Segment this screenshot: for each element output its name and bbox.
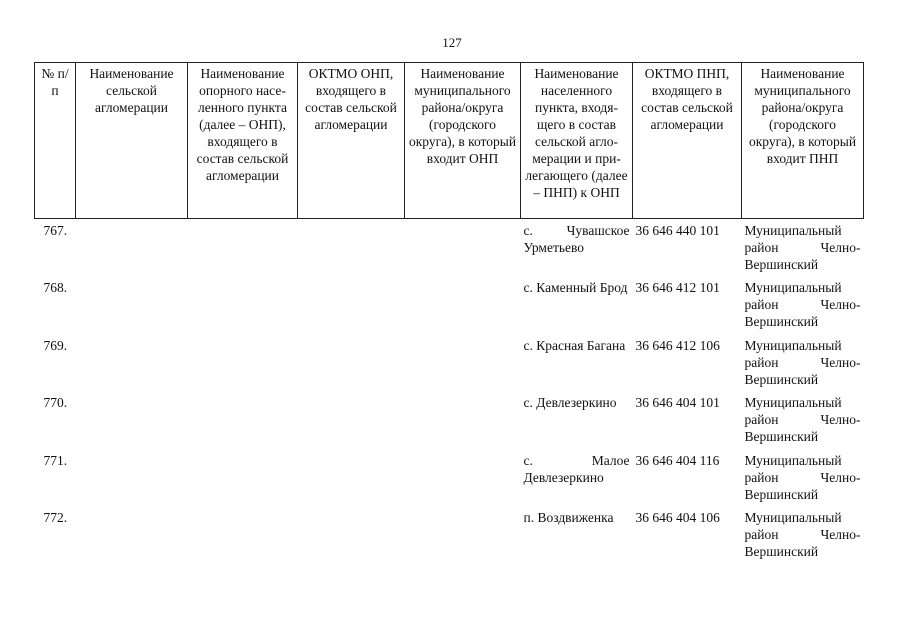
table-row (35, 506, 864, 564)
header-pnp-oktmo: ОКТМО ПНП, входящего в состав сельской агломерации (633, 63, 742, 219)
header-number: № п/п (35, 63, 76, 219)
onp-district-cell (405, 219, 521, 277)
pnp-oktmo-cell: 36 646 404 116 (635, 452, 720, 468)
onp-district-cell (405, 334, 521, 392)
pnp-oktmo-cell: 36 646 440 101 (635, 223, 720, 238)
onp-cell (188, 391, 298, 449)
onp-oktmo-cell (298, 334, 405, 392)
agglomeration-table (34, 62, 864, 564)
pnp-name-cell: с. Красная Багана (523, 337, 626, 353)
agglomeration-cell (76, 391, 188, 449)
table-row (35, 219, 864, 277)
row-number: 772. (43, 510, 68, 525)
onp-oktmo-cell (298, 506, 405, 564)
agglomeration-cell (76, 506, 188, 564)
row-number: 769. (43, 337, 68, 353)
pnp-name-cell: с. Чувашское Урметьево (523, 223, 630, 255)
pnp-oktmo-cell: 36 646 404 106 (635, 510, 720, 525)
header-onp-district: Наименование муниципального района/округа (городского округа), в который входит ОНП (405, 63, 521, 219)
pnp-district-cell: Муниципальный район Челно-Вершинский (744, 395, 861, 444)
agglomeration-cell (76, 449, 188, 507)
onp-district-cell (405, 449, 521, 507)
pnp-oktmo-cell: 36 646 412 106 (635, 337, 720, 353)
header-agglomeration-name: Наименование сельской агломерации (76, 63, 188, 219)
onp-cell (188, 449, 298, 507)
header-onp-oktmo: ОКТМО ОНП, входящего в состав сельской агломерации (298, 63, 405, 219)
row-number: 767. (43, 223, 68, 238)
header-pnp-district: Наименование муниципального района/округа (городского округа), в который входит ПНП (742, 63, 864, 219)
table-row (35, 449, 864, 507)
pnp-oktmo-cell: 36 646 412 101 (635, 280, 720, 295)
pnp-name-cell: с. Малое Девлезеркино (523, 452, 630, 485)
table-row (35, 276, 864, 334)
row-number: 768. (43, 280, 68, 295)
row-number: 770. (43, 395, 68, 410)
pnp-name-cell: п. Воздвиженка (523, 510, 614, 525)
onp-district-cell (405, 391, 521, 449)
pnp-district-cell: Муниципальный район Челно-Вершинский (744, 510, 861, 559)
pnp-district-cell: Муниципальный район Челно-Вершинский (744, 452, 861, 502)
pnp-district-cell: Муниципальный район Челно-Вершинский (744, 223, 861, 272)
pnp-district-cell: Муниципальный район Челно-Вершинский (744, 337, 861, 387)
header-onp-name: Наименование опорного населенного пункта (далее – ОНП), входящего в состав сельской агломерации (188, 63, 298, 219)
agglomeration-cell (76, 334, 188, 392)
onp-oktmo-cell (298, 219, 405, 277)
onp-cell (188, 334, 298, 392)
onp-district-cell (405, 506, 521, 564)
onp-cell (188, 276, 298, 334)
row-number: 771. (43, 452, 68, 468)
table-row (35, 391, 864, 449)
onp-district-cell (405, 276, 521, 334)
pnp-name-cell: с. Девлезеркино (523, 395, 617, 410)
table-row (35, 334, 864, 392)
onp-oktmo-cell (298, 276, 405, 334)
onp-cell (188, 219, 298, 277)
agglomeration-cell (76, 219, 188, 277)
header-pnp-name: Наименование населенного пункта, входящего в состав сельской агломерации и прилегающего (далее – ПНП) к ОНП (521, 63, 633, 219)
onp-oktmo-cell (298, 449, 405, 507)
agglomeration-cell (76, 276, 188, 334)
onp-cell (188, 506, 298, 564)
pnp-oktmo-cell: 36 646 404 101 (635, 395, 720, 410)
pnp-district-cell: Муниципальный район Челно-Вершинский (744, 280, 861, 329)
table-header-row (35, 63, 864, 219)
page-number: 127 (442, 35, 462, 50)
pnp-name-cell: с. Каменный Брод (523, 280, 628, 295)
onp-oktmo-cell (298, 391, 405, 449)
